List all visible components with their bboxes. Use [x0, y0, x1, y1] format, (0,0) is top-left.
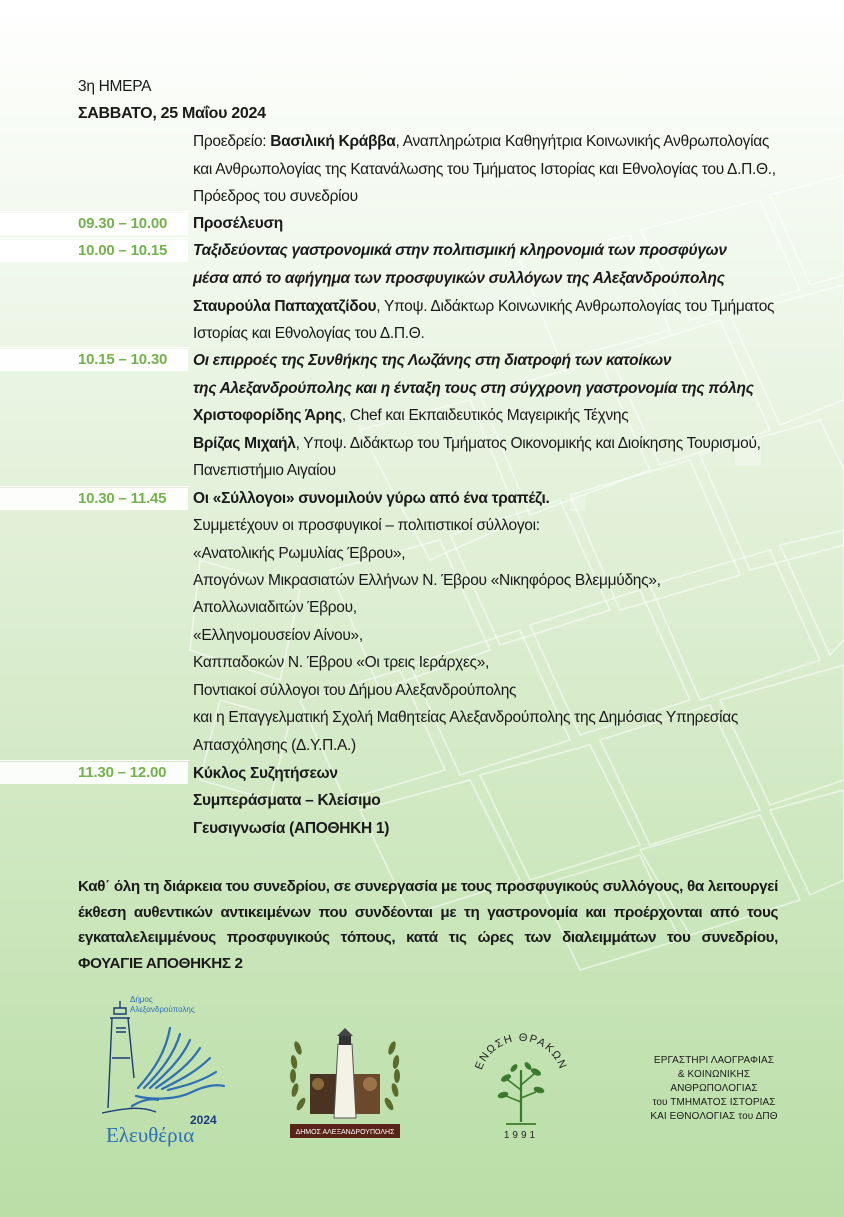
enosi-thrakon-logo: [466, 1030, 576, 1142]
divider-line: [0, 347, 190, 348]
enosi-arc-text: ΕΝΩΣΗ ΘΡΑΚΩΝ: [473, 1031, 569, 1072]
day-date: ΣΑΒΒΑΤΟ, 25 Μαΐου 2024: [78, 105, 266, 122]
olive-tree-icon: [498, 1062, 545, 1124]
speaker-affiliation-line: Ιστορίας και Εθνολογίας του Δ.Π.Θ.: [193, 325, 425, 342]
enosi-year: 1991: [503, 1130, 539, 1141]
lighthouse-icon: [334, 1028, 356, 1118]
session-line: Ποντιακοί σύλλογοι του Δήμου Αλεξανδρούπολης: [193, 682, 517, 699]
divider-line: [0, 238, 190, 239]
session-line: Απολλωνιαδιτών Έβρου,: [193, 599, 357, 616]
speaker-affiliation: , Υποψ. Διδάκτωρ του Τμήματος Οικονομικής και Διοίκησης Τουρισμού,: [295, 435, 761, 452]
chair-line-1: [193, 130, 769, 154]
lab-line: ΚΑΙ ΕΘΝΟΛΟΓΙΑΣ του ΔΠΘ: [650, 1111, 778, 1122]
speaker-name: Χριστοφορίδης Άρης: [193, 407, 342, 424]
eleftheria-year: 2024: [190, 1113, 217, 1127]
speaker-name: Σταυρούλα Παπαχατζίδου: [193, 298, 377, 315]
session-title-line: της Αλεξανδρούπολης και η ένταξη τους στη σύγχρονη γαστρονομία της πόλης: [193, 380, 754, 397]
session-line: Γευσιγνωσία (ΑΠΟΘΗΚΗ 1): [193, 820, 390, 837]
eleftheria-top-text: Δήμος: [130, 995, 153, 1004]
session-line: Συμμετέχουν οι προσφυγικοί – πολιτιστικοί σύλλογοι:: [193, 517, 540, 534]
speaker-affiliation: , Υποψ. Διδάκτωρ Κοινωνικής Ανθρωπολογίας του Τμήματος: [376, 298, 775, 315]
session-line: και η Επαγγελματική Σχολή Μαθητείας Αλεξανδρούπολης της Δημόσιας Υπηρεσίας: [193, 709, 739, 726]
session-title-line: Οι επιρροές της Συνθήκης της Λωζάνης στη διατροφή των κατοίκων: [193, 352, 672, 369]
session-line: Κύκλος Συζητήσεων: [193, 765, 338, 782]
speaker-affiliation: , Chef και Εκπαιδευτικός Μαγειρικής Τέχνης: [341, 407, 629, 424]
session-title-line: μέσα από το αφήγημα των προσφυγικών συλλόγων της Αλεξανδρούπολης: [193, 270, 725, 287]
session-line: Συμπεράσματα – Κλείσιμο: [193, 792, 381, 809]
speaker-line: [193, 295, 774, 319]
session-time: 10.30 – 11.45: [78, 490, 167, 507]
folklore-lab-logo: [636, 1054, 792, 1124]
speaker-name: Βρίζας Μιχαήλ: [193, 435, 296, 452]
divider-line: [0, 211, 190, 212]
lab-line: του ΤΜΗΜΑΤΟΣ ΙΣΤΟΡΙΑΣ: [652, 1097, 776, 1108]
divider-line: [0, 486, 190, 487]
session-time: 09.30 – 10.00: [78, 215, 168, 232]
chair-title: , Αναπληρώτρια Καθηγήτρια Κοινωνικής Ανθρωπολογίας: [395, 133, 770, 150]
chair-line-3: Πρόεδρος του συνεδρίου: [193, 188, 358, 205]
closing-note: Καθ΄ όλη τη διάρκεια του συνεδρίου, σε συνεργασία με τους προσφυγικούς συλλόγους, θα λειτουργεί έκθεση αυθεντικών αντικειμένων που συνδέονται με τη γαστρονομία και προέρχονται από τους εγκαταλελειμμένους προσφυγικούς τόπους, κατά τις ώρες των διαλειμμάτων του συνεδρίου, ΦΟΥΑΓΙΕ ΑΠΟΘΗΚΗΣ 2: [78, 878, 778, 972]
eleftheria-top-text-2: Αλεξανδρούπολης: [130, 1005, 195, 1014]
session-time: 10.00 – 10.15: [78, 242, 168, 259]
session-title: Προσέλευση: [193, 215, 283, 232]
lab-line: & ΚΟΙΝΩΝΙΚΗΣ ΑΝΘΡΩΠΟΛΟΓΙΑΣ: [670, 1069, 758, 1094]
chair-name: Βασιλική Κράββα: [270, 133, 396, 150]
session-line: «Ανατολικής Ρωμυλίας Έβρου»,: [193, 545, 406, 562]
speaker-line: [193, 432, 761, 456]
lab-line: ΕΡΓΑΣΤΗΡΙ ΛΑΟΓΡΑΦΙΑΣ: [653, 1055, 775, 1066]
municipality-emblem-logo: [284, 1026, 406, 1144]
session-time: 10.15 – 10.30: [78, 351, 168, 368]
lighthouse-icon: [102, 1001, 156, 1113]
session-line: Απασχόλησης (Δ.Υ.Π.Α.): [193, 737, 356, 754]
eleftheria-2024-logo: [96, 988, 236, 1148]
municipality-caption: ΔΗΜΟΣ ΑΛΕΞΑΝΔΡΟΥΠΟΛΗΣ: [295, 1129, 395, 1136]
speaker-affiliation-line: Πανεπιστήμιο Αιγαίου: [193, 462, 336, 479]
dove-icon: [132, 1028, 224, 1106]
divider-line: [0, 760, 190, 761]
session-line: «Ελληνομουσείον Αίνου»,: [193, 627, 363, 644]
day-label: 3η ΗΜΕΡΑ: [78, 78, 152, 95]
session-title: Οι «Σύλλογοι» συνομιλούν γύρω από ένα τραπέζι.: [193, 490, 550, 507]
chair-line-2: και Ανθρωπολογίας της Κατανάλωσης του Τμήματος Ιστορίας και Εθνολογίας του Δ.Π.Θ.,: [193, 161, 776, 178]
session-time: 11.30 – 12.00: [78, 764, 167, 781]
speaker-line: [193, 404, 628, 428]
eleftheria-word: Ελευθέρια: [106, 1123, 195, 1147]
chair-prefix: Προεδρείο:: [193, 133, 271, 150]
session-line: Καππαδοκών Ν. Έβρου «Οι τρεις Ιεράρχες»,: [193, 654, 490, 671]
session-title-line: Ταξιδεύοντας γαστρονομικά στην πολιτισμική κληρονομιά των προσφύγων: [193, 242, 727, 259]
session-line: Απογόνων Μικρασιατών Ελλήνων Ν. Έβρου «Νικηφόρος Βλεμμύδης»,: [193, 572, 661, 589]
